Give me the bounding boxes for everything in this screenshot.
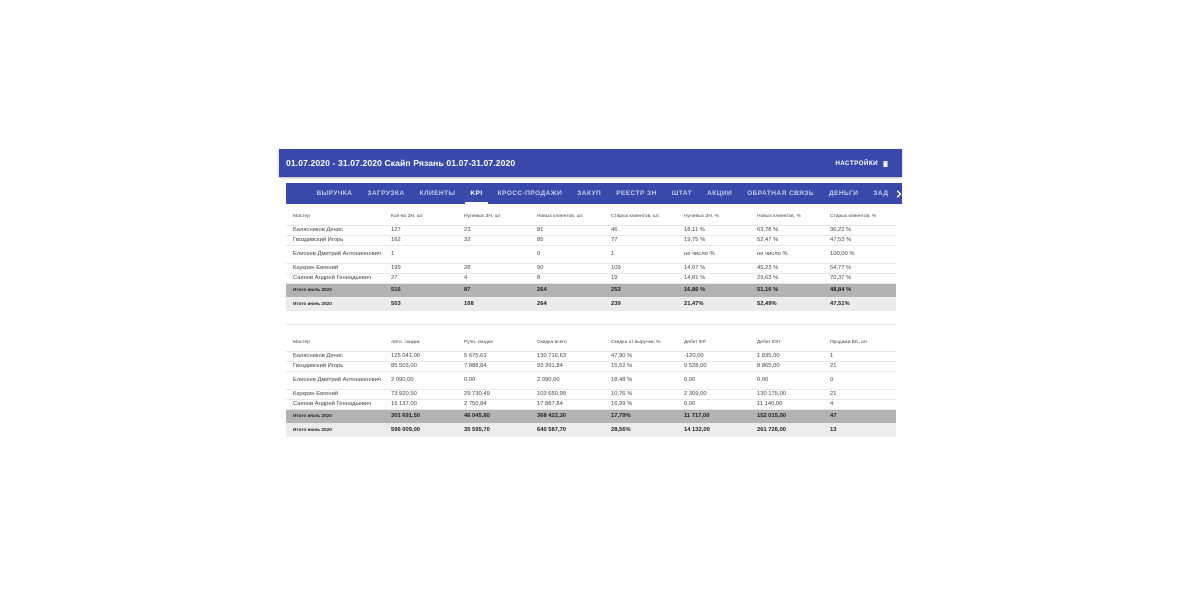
table-cell: 2 309,00 (677, 389, 750, 399)
column-header: Дебет ФЛ (677, 335, 750, 351)
total-cell: Итого июнь 2020 (286, 297, 384, 311)
table-row (286, 389, 896, 399)
table-cell: 162 (384, 235, 457, 245)
tab-2[interactable]: КЛИЕНТЫ (419, 190, 456, 197)
table-cell: 103 650,99 (530, 389, 604, 399)
report-header (279, 149, 902, 177)
table-cell: -120,00 (677, 351, 750, 361)
total-cell: 47 (823, 409, 896, 423)
total-cell: 52,49% (750, 297, 823, 311)
table-cell: 0,00 (750, 371, 823, 389)
table-cell: 52,47 % (750, 235, 823, 245)
table-cell: 11 140,00 (750, 399, 823, 409)
chevron-right-icon (896, 185, 902, 203)
table-cell: 130 716,63 (530, 351, 604, 361)
master-name-cell: Балясников Денис (286, 225, 384, 235)
table-cell: 125 041,00 (384, 351, 457, 361)
table-cell: 85 503,00 (384, 361, 457, 371)
total-cell: 301 691,50 (384, 409, 457, 423)
settings-button[interactable] (835, 160, 888, 167)
tab-6[interactable]: РЕЕСТР ЗН (616, 190, 657, 197)
table-cell: 77 (604, 235, 677, 245)
total-cell: 87 (457, 283, 530, 297)
tab-11[interactable]: ЗАД (873, 190, 889, 197)
column-header: Продажи ВС, шт (823, 335, 896, 351)
total-cell: 11 717,00 (677, 409, 750, 423)
column-header: Мастер (286, 209, 384, 225)
total-cell: 261 726,00 (750, 423, 823, 437)
total-cell: 152 015,00 (750, 409, 823, 423)
table-cell: 93 391,84 (530, 361, 604, 371)
table-cell: 199 (384, 263, 457, 273)
total-cell: Итого июль 2020 (286, 283, 384, 297)
table-cell: 18,48 % (604, 371, 677, 389)
total-cell: 264 (530, 283, 604, 297)
kpi-clients-table (286, 209, 896, 311)
table-cell: 54,77 % (823, 263, 896, 273)
table-row (286, 351, 896, 361)
total-cell: 596 009,00 (384, 423, 457, 437)
table-cell: 8 (530, 273, 604, 283)
table-row (286, 371, 896, 389)
table-cell: 32 (457, 235, 530, 245)
table-row (286, 263, 896, 273)
table-cell: 1 (604, 245, 677, 263)
table-cell: 29,63 % (750, 273, 823, 283)
column-header: Старых клиентов, шт. (604, 209, 677, 225)
tab-9[interactable]: ОБРАТНАЯ СВЯЗЬ (747, 190, 814, 197)
table-cell: 36,22 % (823, 225, 896, 235)
table-cell: 1 (823, 351, 896, 361)
table-row (286, 245, 896, 263)
table-cell: 90 (530, 263, 604, 273)
column-header: Кол-во ЗН, шт (384, 209, 457, 225)
tab-0[interactable]: ВЫРУЧКА (316, 190, 353, 197)
table-cell: 21 (823, 389, 896, 399)
table-cell: 15 137,00 (384, 399, 457, 409)
table-cell: 9 528,00 (677, 361, 750, 371)
tabs-next-button[interactable] (896, 183, 902, 204)
table-cell: 18,11 % (677, 225, 750, 235)
table-cell: 63,78 % (750, 225, 823, 235)
column-header: Ручн. скидка (457, 335, 530, 351)
table-row (286, 361, 896, 371)
table-cell: 47,53 % (823, 235, 896, 245)
table-cell: 2 750,84 (457, 399, 530, 409)
column-header: Новых клиентов, % (750, 209, 823, 225)
table-row (286, 225, 896, 235)
table-cell: 28 (457, 263, 530, 273)
master-name-cell: Гвоздивский Игорь (286, 361, 384, 371)
total-cell: 503 (384, 297, 457, 311)
table-cell: 21 (823, 361, 896, 371)
table-cell: 19 (604, 273, 677, 283)
master-name-cell: Саянов Андрей Геннадьевич (286, 399, 384, 409)
master-name-cell: Балясников Денис (286, 351, 384, 361)
table-cell: 47,90 % (604, 351, 677, 361)
report-title: 01.07.2020 - 31.07.2020 Скайп Рязань 01.07-31.07.2020 (286, 158, 516, 168)
table-cell: 23 (457, 225, 530, 235)
table-cell: не число % (750, 245, 823, 263)
tab-4[interactable]: КРОСС-ПРОДАЖИ (497, 190, 563, 197)
total-cell: 47,51% (823, 297, 896, 311)
total-cell: 46 045,80 (457, 409, 530, 423)
total-cell: 17,79% (604, 409, 677, 423)
master-name-cell: Саянов Андрей Геннадьевич (286, 273, 384, 283)
table-cell: 45,23 % (750, 263, 823, 273)
table-cell: 100,00 % (823, 245, 896, 263)
table-cell: 0,00 (677, 371, 750, 389)
tab-10[interactable]: ДЕНЬГИ (828, 190, 859, 197)
master-name-cell: Каукрин Евгений (286, 389, 384, 399)
column-header: Авто. скидка (384, 335, 457, 351)
table-cell: 5 675,63 (457, 351, 530, 361)
master-name-cell: Каукрин Евгений (286, 263, 384, 273)
table-divider (286, 324, 896, 325)
total-cell: Итого июль 2020 (286, 409, 384, 423)
table-cell: 81 (530, 225, 604, 235)
table-cell: 0 (823, 371, 896, 389)
report-panel (279, 149, 902, 433)
table-cell: 0,00 (677, 399, 750, 409)
tab-8[interactable]: АКЦИИ (707, 190, 733, 197)
total-cell: Итого июнь 2020 (286, 423, 384, 437)
table-cell: 7 888,84 (457, 361, 530, 371)
total-cell: 14 132,00 (677, 423, 750, 437)
total-cell: 51,16 % (750, 283, 823, 297)
table-cell: 85 (530, 235, 604, 245)
table-cell: 17 887,84 (530, 399, 604, 409)
total-cell: 13 (823, 423, 896, 437)
tab-list (286, 183, 896, 204)
table-cell: 1 835,00 (750, 351, 823, 361)
column-header: Дебет ЮЛ (750, 335, 823, 351)
column-header: Новых клиентов, шт. (530, 209, 604, 225)
table-cell: 4 (457, 273, 530, 283)
table-cell: 130 175,00 (750, 389, 823, 399)
table-cell: 14,07 % (677, 263, 750, 273)
total-cell: 28,56% (604, 423, 677, 437)
total-current-row (286, 283, 896, 297)
table-cell: 127 (384, 225, 457, 235)
table-cell: 73 920,50 (384, 389, 457, 399)
table-cell: 0,00 (457, 371, 530, 389)
total-cell: 239 (604, 297, 677, 311)
table-cell: 46 (604, 225, 677, 235)
total-cell: 368 422,30 (530, 409, 604, 423)
column-header: Старых клиентов, % (823, 209, 896, 225)
total-cell: 48,84 % (823, 283, 896, 297)
total-current-row (286, 409, 896, 423)
table-cell: 29 730,49 (457, 389, 530, 399)
table-cell: 4 (823, 399, 896, 409)
table-cell: 2 090,00 (384, 371, 457, 389)
total-cell: 16,86 % (677, 283, 750, 297)
total-cell: 264 (530, 297, 604, 311)
table-row (286, 399, 896, 409)
total-cell: 252 (604, 283, 677, 297)
total-previous-row (286, 423, 896, 437)
table-cell: 109 (604, 263, 677, 273)
master-name-cell: Елисеев Дмитрий Антонионович (286, 245, 384, 263)
table-cell: 27 (384, 273, 457, 283)
total-cell: 640 587,70 (530, 423, 604, 437)
table-cell: 15,52 % (604, 361, 677, 371)
total-cell: 21,47% (677, 297, 750, 311)
column-header: Мастер (286, 335, 384, 351)
table-cell: не число % (677, 245, 750, 263)
total-cell: 108 (457, 297, 530, 311)
table-cell: 0 (530, 245, 604, 263)
total-cell: 35 595,70 (457, 423, 530, 437)
table-cell: 10,76 % (604, 389, 677, 399)
table-cell (457, 245, 530, 263)
tab-1[interactable]: ЗАГРУЗКА (367, 190, 405, 197)
table-row (286, 235, 896, 245)
tab-bar (286, 183, 896, 204)
table-cell: 8 865,00 (750, 361, 823, 371)
table-cell: 70,37 % (823, 273, 896, 283)
table-cell: 14,81 % (677, 273, 750, 283)
total-previous-row (286, 297, 896, 311)
settings-label: НАСТРОЙКИ (835, 159, 878, 167)
table-row (286, 273, 896, 283)
tab-7[interactable]: ШТАТ (671, 190, 693, 197)
column-header: Нулевых ЗН, шт (457, 209, 530, 225)
table-cell: 16,99 % (604, 399, 677, 409)
master-name-cell: Гвоздивский Игорь (286, 235, 384, 245)
tab-5[interactable]: ЗАКУП (577, 190, 602, 197)
table-cell: 2 090,00 (530, 371, 604, 389)
trash-icon (883, 161, 888, 166)
kpi-discounts-table (286, 335, 896, 437)
tab-3[interactable]: KPI (463, 183, 490, 204)
table-cell: 1 (384, 245, 457, 263)
column-header: Скидка всего (530, 335, 604, 351)
column-header: Скидка от выручки, % (604, 335, 677, 351)
table-cell: 19,75 % (677, 235, 750, 245)
master-name-cell: Елисеев Дмитрий Антонионович (286, 371, 384, 389)
total-cell: 516 (384, 283, 457, 297)
column-header: Нулевых ЗН, % (677, 209, 750, 225)
